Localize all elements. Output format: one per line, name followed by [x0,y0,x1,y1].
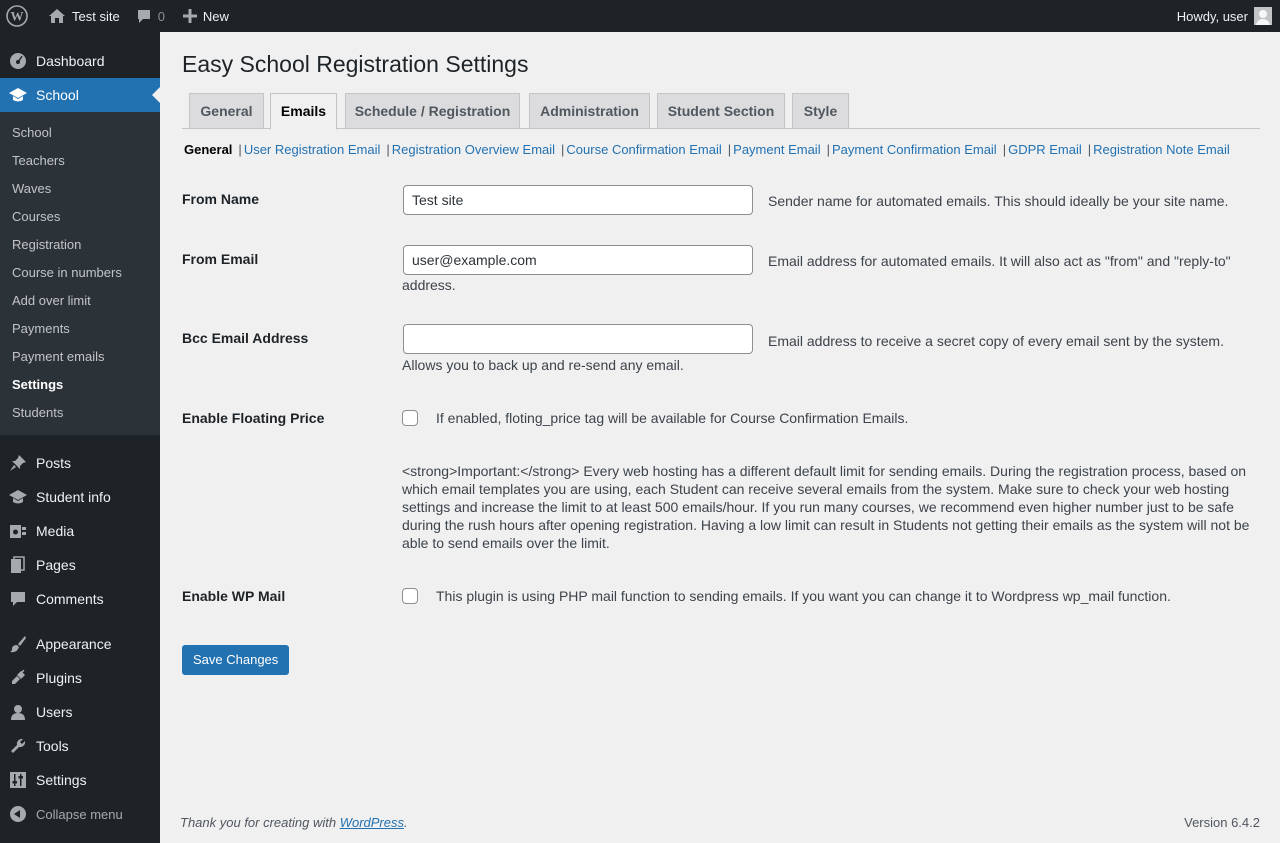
menu-tools-label: Tools [36,738,69,754]
plus-icon [183,9,197,23]
wp-mail-description: This plugin is using PHP mail function to sending emails. If you want you can change it to Wordpress wp_mail function. [436,588,1171,604]
bcc-email-description-cont: Allows you to back up and re-send any email. [402,357,684,373]
bcc-email-label: Bcc Email Address [182,330,309,346]
floating-price-label: Enable Floating Price [182,410,325,426]
school-submenu [0,112,160,435]
menu-settings[interactable] [0,763,160,797]
menu-users[interactable] [0,695,160,729]
menu-school[interactable] [0,78,160,112]
plug-icon [0,669,36,687]
from-email-label: From Email [182,251,259,267]
subnav-payment-email[interactable]: Payment Email [733,142,821,157]
menu-users-label: Users [36,704,73,720]
graduation-cap-icon [0,86,36,104]
floating-price-description: If enabled, floting_price tag will be available for Course Confirmation Emails. [436,410,909,426]
menu-tools[interactable] [0,729,160,763]
dashboard-gauge-icon [0,52,36,70]
collapse-arrow-icon [10,806,26,822]
svg-text:W: W [10,8,24,24]
bcc-email-input[interactable] [403,324,753,354]
wp-mail-label: Enable WP Mail [182,588,286,604]
menu-comments[interactable] [0,582,160,616]
admin-sidebar [0,32,160,843]
pages-icon [0,556,36,574]
wordpress-logo-icon[interactable] [0,0,36,32]
menu-pages[interactable] [0,548,160,582]
graduation-cap-icon [0,488,36,506]
user-icon [0,703,36,721]
comment-bubble-icon [136,8,152,24]
menu-student-info[interactable] [0,480,160,514]
tab-schedule-registration[interactable]: Schedule / Registration [345,93,520,129]
menu-pages-label: Pages [36,557,76,573]
comments-count: 0 [157,8,165,24]
menu-plugins-label: Plugins [36,670,82,686]
subnav-gdpr-email[interactable]: GDPR Email [1008,142,1082,157]
menu-comments-label: Comments [36,591,104,607]
submenu-course-in-numbers[interactable]: Course in numbers [12,265,122,280]
menu-posts[interactable] [0,446,160,480]
footer-thanks-text: Thank you for creating with [180,815,340,830]
comment-bubble-icon [0,590,36,608]
from-name-label: From Name [182,191,260,207]
howdy-text: Howdy, user [1176,8,1248,24]
from-email-description-cont: address. [402,277,456,293]
submenu-courses[interactable]: Courses [12,209,61,224]
menu-media-label: Media [36,523,75,539]
menu-posts-label: Posts [36,455,72,471]
from-name-description: Sender name for automated emails. This should ideally be your site name. [768,193,1229,209]
submenu-add-over-limit[interactable]: Add over limit [12,293,91,308]
new-label: New [202,8,229,24]
admin-bar [0,0,1280,32]
tab-general[interactable]: General [189,93,264,129]
tab-student-section[interactable]: Student Section [657,93,785,129]
collapse-menu-button[interactable] [0,797,160,831]
submenu-payments[interactable]: Payments [12,321,70,336]
from-email-description: Email address for automated emails. It will also act as "from" and "reply-to" [768,253,1231,269]
from-name-input[interactable] [403,185,753,215]
floating-price-checkbox[interactable] [402,410,418,426]
menu-dashboard[interactable] [0,44,160,78]
subnav-payment-confirmation-email[interactable]: Payment Confirmation Email [831,142,997,157]
settings-tabs [182,93,1260,129]
paintbrush-icon [0,635,36,653]
submenu-students[interactable]: Students [12,405,64,420]
subnav-user-registration-email[interactable]: User Registration Email [243,142,381,157]
menu-settings-label: Settings [36,772,87,788]
menu-appearance[interactable] [0,627,160,661]
subnav-registration-note-email[interactable]: Registration Note Email [1093,142,1230,157]
save-changes-button[interactable]: Save Changes [182,645,289,675]
site-name: Test site [72,8,120,24]
avatar [1254,7,1272,25]
menu-dashboard-label: Dashboard [36,53,105,69]
submenu-payment-emails[interactable]: Payment emails [12,349,105,364]
settings-sliders-icon [0,771,36,789]
collapse-menu-label: Collapse menu [36,806,123,822]
tab-style[interactable]: Style [792,93,849,129]
new-content-link[interactable] [175,0,237,32]
submenu-settings[interactable]: Settings [12,377,64,392]
subnav-registration-overview-email[interactable]: Registration Overview Email [391,142,556,157]
home-icon [48,8,66,24]
tab-emails[interactable]: Emails [270,93,337,130]
submenu-registration[interactable]: Registration [12,237,82,252]
footer-period: . [404,815,408,830]
submenu-school[interactable]: School [12,125,52,140]
page-title: Easy School Registration Settings [182,51,529,77]
wordpress-link[interactable]: WordPress [339,815,404,830]
comments-link[interactable] [128,0,173,32]
menu-student-info-label: Student info [36,489,111,505]
menu-school-label: School [36,87,79,103]
wp-mail-checkbox[interactable] [402,588,418,604]
subnav-course-confirmation-email[interactable]: Course Confirmation Email [566,142,722,157]
subnav-current-general: General [184,142,233,157]
wrench-icon [0,737,36,755]
bcc-email-description: Email address to receive a secret copy of every email sent by the system. [768,333,1224,349]
my-account-menu[interactable] [1169,0,1280,32]
email-subnav: General | User Registration Email | Registration Overview Email | Course Confirmation Email | Payment Email | Payment Confirmation Email | GDPR Email | Registration Note Email [184,142,1230,157]
footer-thanks [180,815,408,830]
submenu-waves[interactable]: Waves [12,181,52,196]
pushpin-icon [0,454,36,472]
from-email-input[interactable] [403,245,753,275]
submenu-teachers[interactable]: Teachers [12,153,65,168]
media-icon [0,522,36,540]
email-limit-note: <strong>Important:</strong> Every web hosting has a different default limit for sending emails. During the registration process, based on which email templates you are using, each Student can receive several emails from the system. Make sure to check your web hosting settings and increase the limit to at least 500 emails/hour. If you run many courses, we recommend even higher number just to be safe during the rush hours after opening registration. Having a low limit can result in Students not getting their emails as the system will not be able to send emails over the limit. [402,463,1250,551]
menu-plugins[interactable] [0,661,160,695]
footer-version: Version 6.4.2 [1184,815,1260,830]
tab-administration[interactable]: Administration [529,93,650,129]
menu-media[interactable] [0,514,160,548]
menu-appearance-label: Appearance [36,636,112,652]
site-name-link[interactable] [40,0,128,32]
